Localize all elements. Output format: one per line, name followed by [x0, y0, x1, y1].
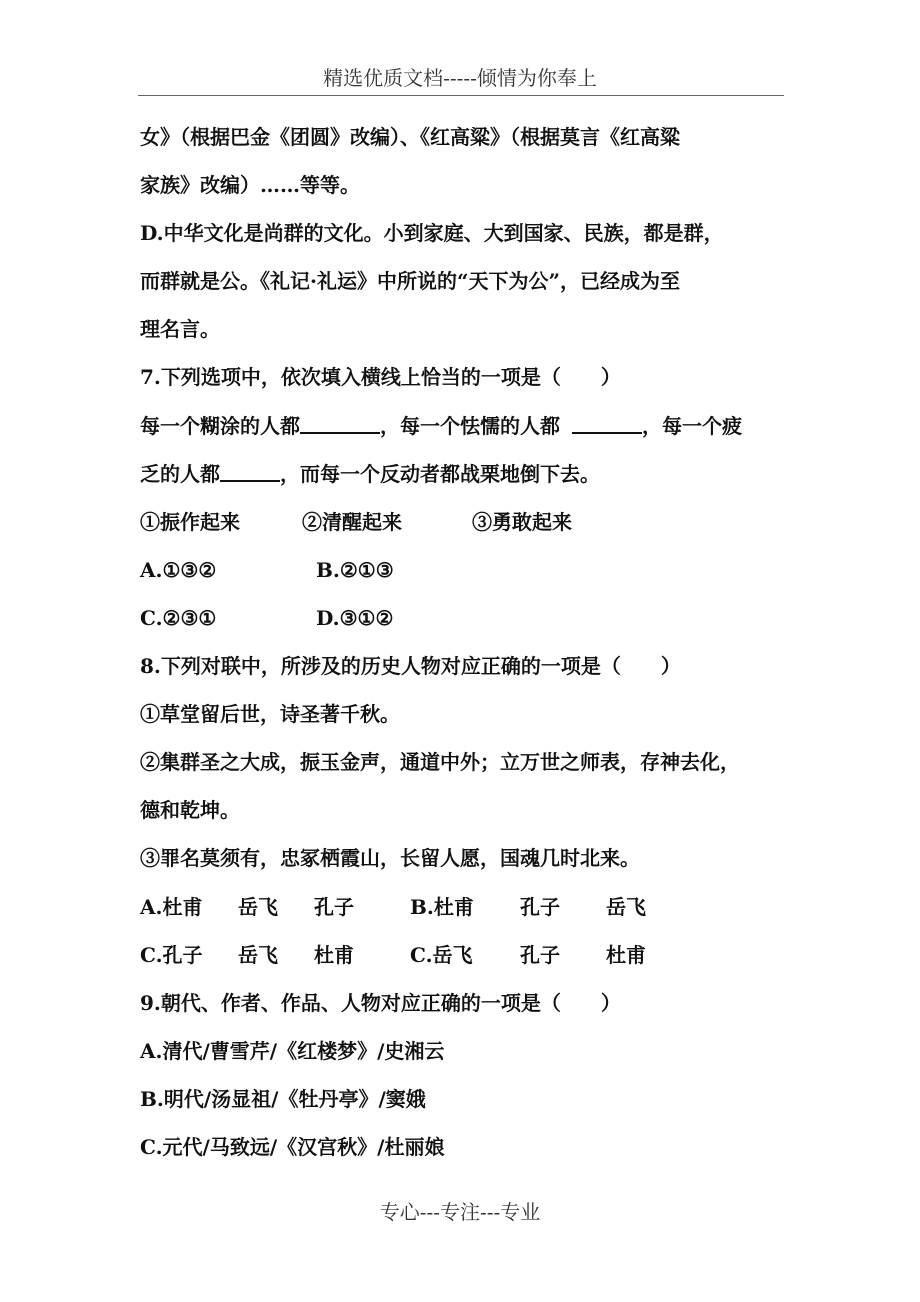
- header-divider: [138, 95, 784, 96]
- couplet-2: ②集群圣之大成，振玉金声，通道中外；立万世之师表，存神去化，: [140, 750, 740, 775]
- fill-blank-2: [572, 410, 642, 434]
- text-line: D.中华文化是尚群的文化。小到家庭、大到国家、民族，都是群，: [140, 221, 724, 246]
- question-7-sentence-line-2: [140, 450, 785, 498]
- question-9-option-a: A.清代/曹雪芹/《红楼梦》/史湘云: [140, 1038, 445, 1063]
- text-line: 女》（根据巴金《团圆》改编）、《红高粱》（根据莫言《红高粱: [140, 125, 680, 149]
- sentence-part: ，每一个疲: [642, 413, 742, 438]
- text-line: 理名言。: [140, 317, 220, 342]
- couplet-2-continued: 德和乾坤。: [140, 798, 240, 823]
- couplet-3: ③罪名莫须有，忠冢栖霞山，长留人愿，国魂几时北来。: [140, 846, 640, 871]
- couplet-1: ①草堂留后世，诗圣著千秋。: [140, 702, 400, 727]
- option-cell: 杜甫: [606, 942, 646, 967]
- option-cell: 岳飞: [238, 942, 278, 967]
- option-a: A.①③②: [140, 557, 217, 582]
- option-cell: 孔子: [520, 942, 560, 967]
- question-8-stem: 8.下列对联中，所涉及的历史人物对应正确的一项是（ ）: [140, 654, 681, 679]
- sentence-part: 乏的人都: [140, 461, 220, 486]
- question-7-items: [140, 498, 785, 546]
- question-8-options-row-1: [140, 883, 785, 931]
- item: ②清醒起来: [302, 509, 402, 534]
- sentence-part: 每一个糊涂的人都: [140, 413, 300, 438]
- option-cell: A.杜甫: [140, 894, 203, 919]
- option-c: C.②③①: [140, 605, 217, 630]
- option-cell: 杜甫: [314, 942, 354, 967]
- sentence-part: ，每一个怯懦的人都: [380, 413, 560, 438]
- text-line: 而群就是公。《礼记·礼运》中所说的“天下为公”，已经成为至: [140, 269, 680, 294]
- question-7-options-row-1: [140, 546, 785, 594]
- page-header: 精选优质文档-----倾情为你奉上: [323, 66, 597, 90]
- option-cell: C.孔子: [140, 942, 203, 967]
- fill-blank-1: [300, 410, 380, 434]
- item: ③勇敢起来: [472, 509, 572, 534]
- option-cell: 岳飞: [238, 894, 278, 919]
- question-9-option-b: B.明代/汤显祖/《牡丹亭》/窦娥: [140, 1086, 426, 1111]
- text-line: 家族》改编）……等等。: [140, 173, 360, 198]
- question-9-stem: 9.朝代、作者、作品、人物对应正确的一项是（ ）: [140, 990, 621, 1015]
- sentence-part: ，而每一个反动者都战栗地倒下去。: [280, 461, 600, 486]
- page-footer: 专心---专注---专业: [379, 1200, 541, 1224]
- question-9-option-c: C.元代/马致远/《汉宫秋》/杜丽娘: [140, 1134, 445, 1159]
- option-cell: C.岳飞: [410, 942, 473, 967]
- option-cell: B.杜甫: [410, 894, 474, 919]
- question-7-sentence-line-1: [140, 402, 785, 450]
- option-cell: 孔子: [520, 894, 560, 919]
- question-7-stem: 7.下列选项中，依次填入横线上恰当的一项是（ ）: [140, 365, 621, 390]
- fill-blank-3: [220, 458, 280, 482]
- question-8-options-row-2: [140, 931, 785, 979]
- question-7-options-row-2: [140, 594, 785, 642]
- option-d: D.③①②: [316, 605, 394, 630]
- option-cell: 孔子: [314, 894, 354, 919]
- document-body: [140, 113, 785, 1171]
- item: ①振作起来: [140, 509, 240, 534]
- option-b: B.②①③: [316, 557, 394, 582]
- option-cell: 岳飞: [606, 894, 646, 919]
